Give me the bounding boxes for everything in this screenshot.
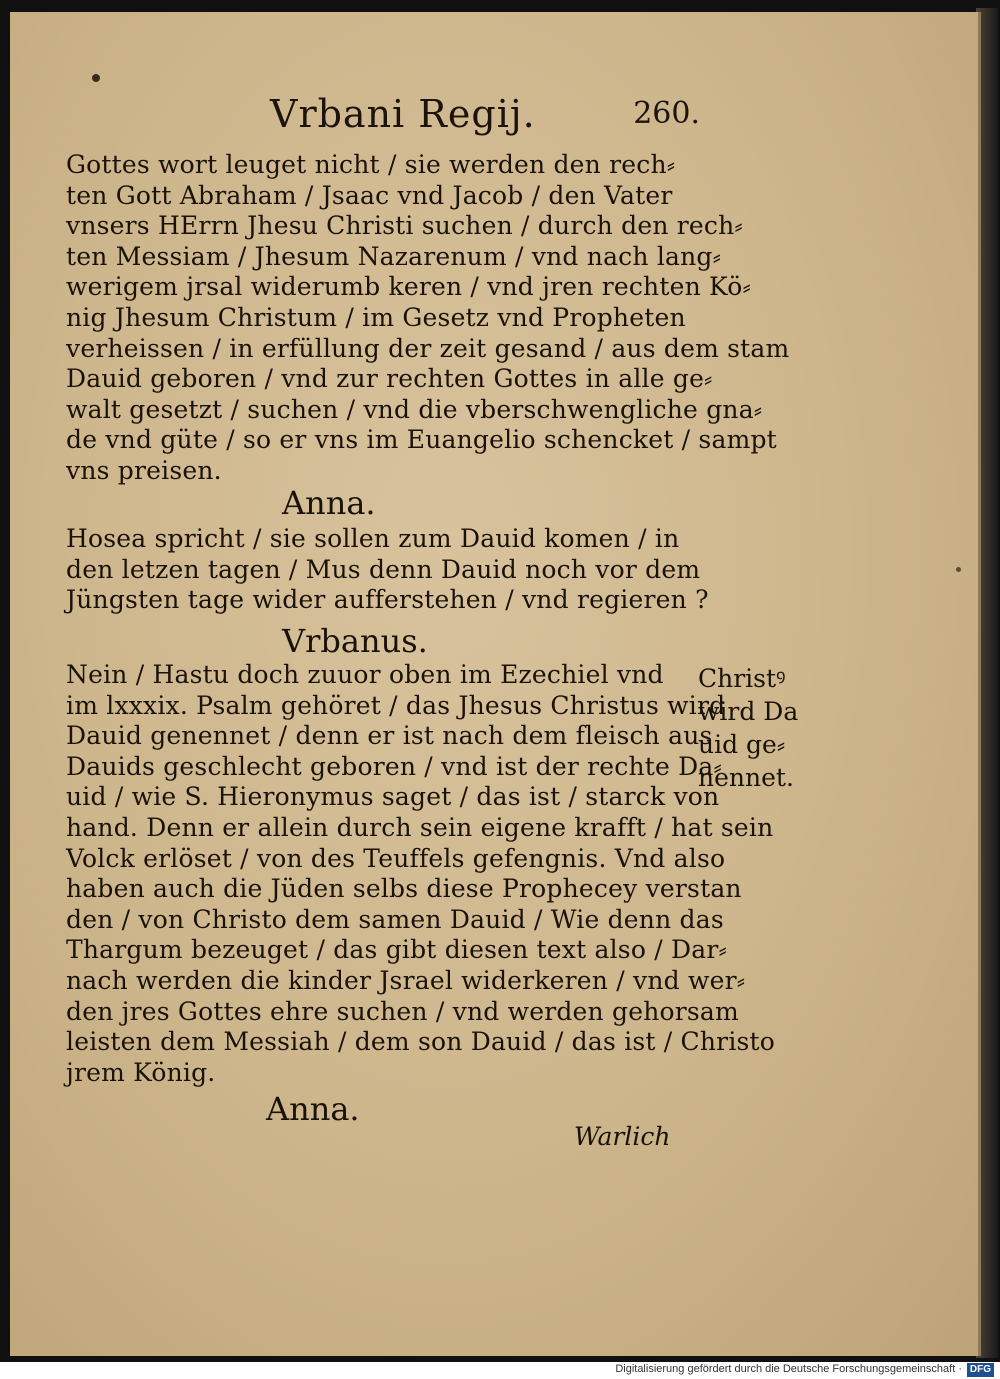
text-line: jrem König. [66, 1057, 216, 1087]
text-line: Nein / Hastu doch zuuor oben im Ezechiel vnd [66, 660, 664, 689]
text-line: vns preisen. [66, 455, 222, 485]
text-line: ten Gott Abraham / Jsaac vnd Jacob / den Vater [66, 180, 673, 210]
page-header [270, 92, 700, 144]
text-line: Volck erlöset / von des Teuffels gefengnis. Vnd also [66, 843, 726, 873]
text-line: werigem jrsal widerumb keren / vnd jren rechten Kö⸗ [66, 272, 752, 302]
ink-dot [92, 74, 100, 82]
text-line: verheissen / in erfüllung der zeit gesand / aus dem stam [66, 333, 790, 363]
text-line: hand. Denn er allein durch sein eigene krafft / hat sein [66, 812, 774, 842]
running-head: Vrbani Regij. [270, 92, 536, 136]
text-block-2 [66, 524, 709, 616]
text-line: Christꝰ [698, 664, 786, 693]
text-line: Jüngsten tage wider aufferstehen / vnd regieren ? [66, 585, 709, 615]
text-block-1 [66, 150, 790, 487]
text-line: den letzen tagen / Mus denn Dauid noch vor dem [66, 554, 701, 584]
margin-note [698, 662, 798, 794]
text-line: nig Jhesum Christum / im Gesetz vnd Propheten [66, 302, 686, 332]
text-line: wird Da [698, 697, 799, 726]
text-line: haben auch die Jüden selbs diese Prophecey verstan [66, 874, 742, 904]
text-line: vnsers HErrn Jhesu Christi suchen / durch den rech⸗ [66, 211, 743, 241]
text-line: nach werden die kinder Jsrael widerkeren / vnd wer⸗ [66, 965, 746, 995]
text-line: uid / wie S. Hieronymus saget / das ist / starck von [66, 782, 720, 812]
funding-credit: Digitalisierung gefördert durch die Deutsche Forschungsgemeinschaft · [615, 1363, 962, 1375]
page-number: 260. [633, 96, 700, 131]
speaker-heading-2: Vrbanus. [282, 622, 428, 660]
dfg-logo: DFG [967, 1363, 994, 1377]
text-line: nennet. [698, 763, 794, 792]
text-line: im lxxxix. Psalm gehöret / das Jhesus Christus wird [66, 690, 726, 720]
text-line: Dauid geboren / vnd zur rechten Gottes in alle ge⸗ [66, 364, 713, 394]
text-line: leisten dem Messiah / dem son Dauid / das ist / Christo [66, 1027, 776, 1057]
speaker-heading-3: Anna. [266, 1090, 360, 1128]
text-line: Dauids geschlecht geboren / vnd ist der rechte Da⸗ [66, 751, 723, 781]
text-line: Hosea spricht / sie sollen zum Dauid komen / in [66, 524, 680, 553]
footer-bar [0, 1362, 1000, 1379]
text-line: Dauid genennet / denn er ist nach dem fleisch aus [66, 721, 713, 751]
text-line: den jres Gottes ehre suchen / vnd werden gehorsam [66, 996, 739, 1026]
text-line: Gottes wort leuget nicht / sie werden den rech⸗ [66, 150, 676, 179]
text-line: walt gesetzt / suchen / vnd die vberschwengliche gna⸗ [66, 394, 763, 424]
text-line: uid ge⸗ [698, 730, 786, 759]
speaker-heading-1: Anna. [282, 484, 376, 522]
text-line: ten Messiam / Jhesum Nazarenum / vnd nach lang⸗ [66, 241, 722, 271]
text-line: Thargum bezeuget / das gibt diesen text also / Dar⸗ [66, 935, 728, 965]
text-line: de vnd güte / so er vns im Euangelio schencket / sampt [66, 425, 777, 455]
text-line: den / von Christo dem samen Dauid / Wie denn das [66, 904, 724, 934]
catchword: Warlich [574, 1122, 671, 1151]
paper-speck [956, 567, 961, 572]
